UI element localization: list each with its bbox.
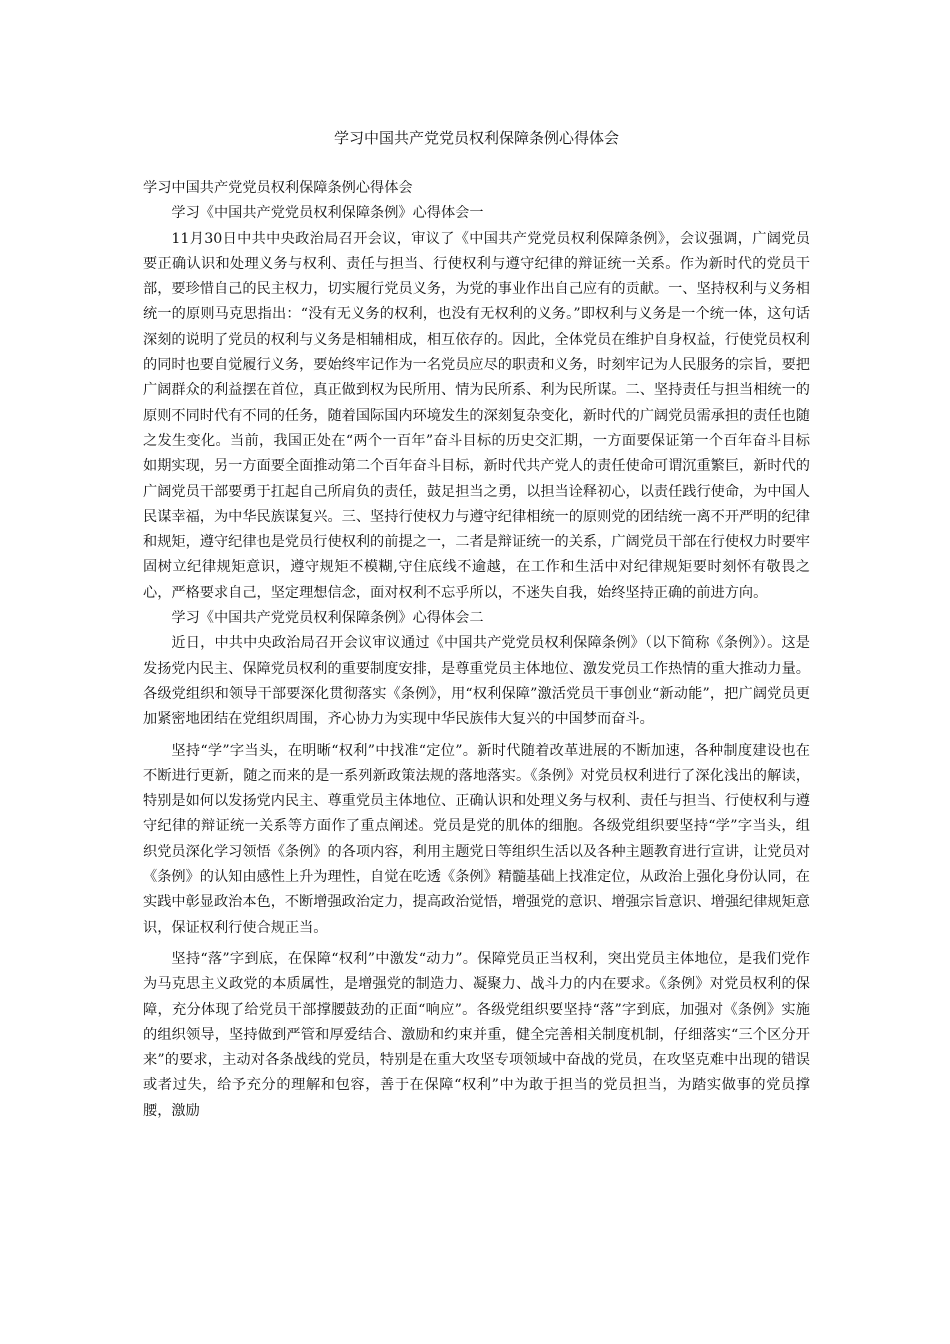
- paragraph-body-4: 坚持“落”字到底，在保障“权利”中激发“动力”。保障党员正当权利，突出党员主体地位，是我们党作为马克思主义政党的本质属性，是增强党的制造力、凝聚力、战斗力的内在要求。《条例》对党员权利的保障，充分体现了给党员干部撑腰鼓劲的正面“响应”。各级党组织要坚持“落”字到底，加强对《条例》实施的组织领导，坚持做到严管和厚爱结合、激励和约束并重，健全完善相关制度机制，仔细落实“三个区分开来”的要求，主动对各条战线的党员，特别是在重大攻坚专项领域中奋战的党员，在攻坚克难中出现的错误或者过失，给予充分的理解和包容，善于在保障“权利”中为敢于担当的党员担当，为踏实做事的党员撑腰，激励: [143, 950, 810, 1119]
- paragraph-heading-main: 学习中国共产党党员权利保障条例心得体会: [143, 180, 413, 196]
- paragraph-body-1: 11月30日中共中央政治局召开会议，审议了《中国共产党党员权利保障条例》，会议强调，广阔党员要正确认识和处理义务与权利、责任与担当、行使权利与遵守纪律的辩证统一关系。作为新时代的党员干部，要珍惜自己的民主权力，切实履行党员义务，为党的事业作出自己应有的贡献。一、坚持权利与义务相统一的原则马克思指出：“没有无义务的权利，也没有无权利的义务。”即权利与义务是一个统一体，这句话深刻的说明了党员的权利与义务是相辅相成，相互依存的。因此，全体党员在维护自身权益，行使党员权利的同时也要自觉履行义务，要始终牢记作为一名党员应尽的职责和义务，时刻牢记为人民服务的宗旨，要把广阔群众的利益摆在首位，真正做到权为民所用、情为民所系、利为民所谋。二、坚持责任与担当相统一的原则不同时代有不同的任务，随着国际国内环境发生的深刻复杂变化，新时代的广阔党员需承担的责任也随之发生变化。当前，我国正处在“两个一百年”奋斗目标的历史交汇期，一方面要保证第一个百年奋斗目标如期实现，另一方面要全面推动第二个百年奋斗目标，新时代共产党人的责任使命可谓沉重繁巨，新时代的广阔党员干部要勇于扛起自己所肩负的责任，鼓足担当之勇，以担当诠释初心，以责任践行使命，为中国人民谋幸福，为中华民族谋复兴。三、坚持行使权力与遵守纪律相统一的原则党的团结统一离不开严明的纪律和规矩，遵守纪律也是党员行使权利的前提之一，二者是辩证统一的关系，广阔党员干部在行使权力时要牢固树立纪律规矩意识，遵守规矩不模糊,守住底线不逾越，在工作和生活中对纪律规矩要时刻怀有敬畏之心，严格要求自己，坚定理想信念，面对权利不忘乎所以，不迷失自我，始终坚持正确的前进方向。: [143, 230, 810, 601]
- document-title: 学习中国共产党党员权利保障条例心得体会: [333, 129, 619, 147]
- document-body: [143, 176, 810, 1124]
- paragraph-heading-2: 学习《中国共产党党员权利保障条例》心得体会二: [171, 610, 484, 627]
- paragraph-body-2: 近日，中共中央政治局召开会议审议通过《中国共产党党员权利保障条例》（以下简称《条例》）。这是发扬党内民主、保障党员权利的重要制度安排，是尊重党员主体地位、激发党员工作热情的重大推动力量。各级党组织和领导干部要深化贯彻落实《条例》，用“权利保障”激活党员干事创业“新动能”，把广阔党员更加紧密地团结在党组织周围，齐心协力为实现中华民族伟大复兴的中国梦而奋斗。: [143, 635, 810, 728]
- paragraph-body-3: 坚持“学”字当头，在明晰“权利”中找准“定位”。新时代随着改革进展的不断加速，各种制度建设也在不断进行更新，随之而来的是一系列新政策法规的落地落实。《条例》对党员权利进行了深化浅出的解读，特别是如何以发扬党内民主、尊重党员主体地位、正确认识和处理义务与权利、责任与担当、行使权利与遵守纪律的辩证统一关系等方面作了重点阐述。党员是党的肌体的细胞。各级党组织要坚持“学”字当头，组织党员深化学习领悟《条例》的各项内容，利用主题党日等组织生活以及各种主题教育进行宣讲，让党员对《条例》的认知由感性上升为理性，自觉在吃透《条例》精髓基础上找准定位，从政治上强化身份认同，在实践中彰显政治本色，不断增强政治定力，提高政治觉悟，增强党的意识、增强宗旨意识、增强纪律规矩意识，保证权利行使合规正当。: [143, 742, 810, 936]
- paragraph-heading-1: 学习《中国共产党党员权利保障条例》心得体会一: [171, 205, 484, 222]
